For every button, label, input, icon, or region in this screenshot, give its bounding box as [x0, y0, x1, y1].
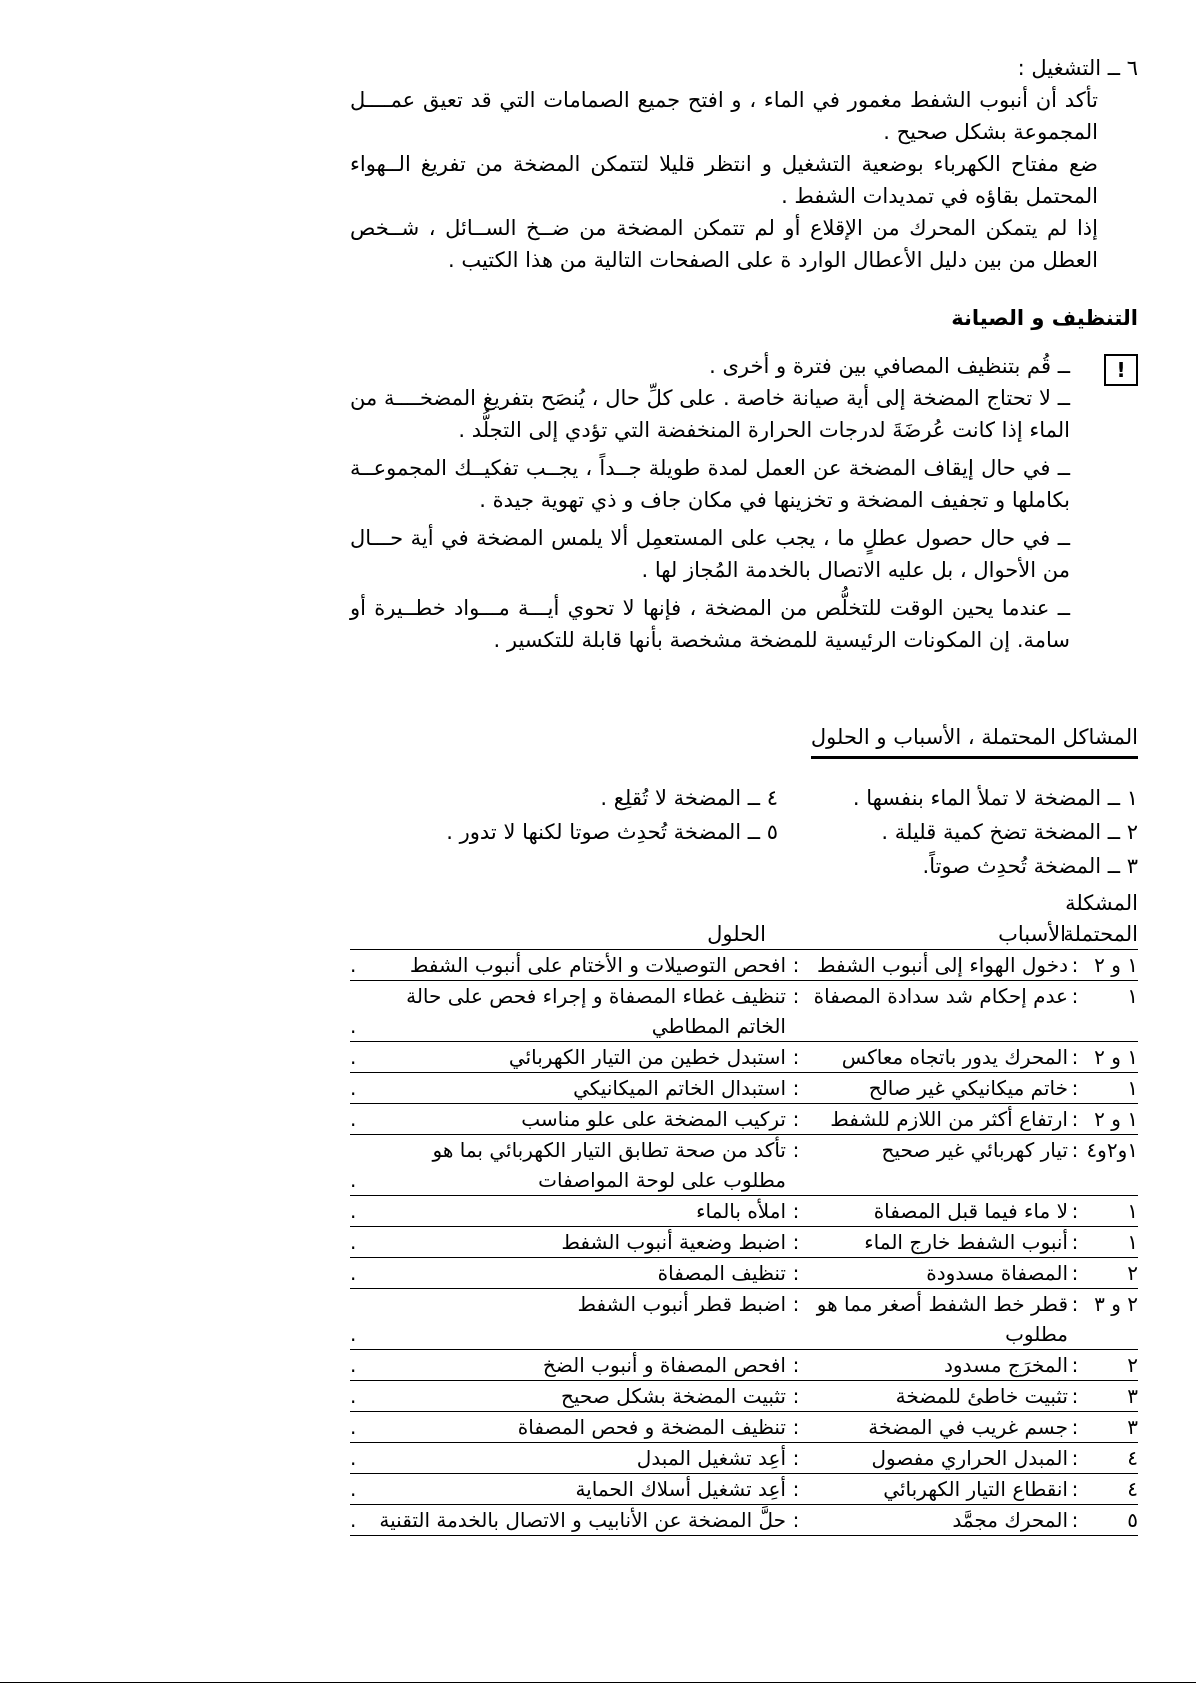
row-end-mark: .: [350, 1508, 357, 1532]
row-solution: استبدل خطين من التيار الكهربائي: [508, 1045, 786, 1069]
table-row: [350, 1104, 1138, 1135]
problem-list-row: [350, 815, 1138, 849]
row-solution: افحص المصفاة و أنبوب الضخ: [542, 1353, 786, 1377]
cleaning-title: التنظيف و الصيانة: [951, 306, 1138, 330]
row-end-mark: .: [350, 1168, 357, 1192]
table-row: [350, 1258, 1138, 1289]
header-causes: الأسباب: [998, 922, 1066, 946]
table-row: [350, 981, 1138, 1042]
row-cause: المخرَج مسدود: [943, 1353, 1068, 1377]
row-solution: تثبيت المضخة بشكل صحيح: [560, 1384, 786, 1408]
operation-paragraph-1: تأكد أن أنبوب الشفط مغمور في الماء ، و افتح جميع الصمامات التي قد تعيق عمــــل المجموعة بشكل صحيح .: [350, 88, 1098, 144]
table-row: [350, 1042, 1138, 1073]
cleaning-item: ــ في حال إيقاف المضخة عن العمل لمدة طويلة جــداً ، يجــب تفكيــك المجموعــة بكاملها و تجفيف المضخة و تخزينها في مكان جاف و ذي تهوية جيدة .: [350, 456, 1070, 512]
row-end-mark: .: [350, 1415, 357, 1439]
row-end-mark: .: [350, 1107, 357, 1131]
row-cause: المصفاة مسدودة: [926, 1261, 1068, 1285]
row-solution: افحص التوصيلات و الأختام على أنبوب الشفط: [409, 953, 786, 977]
table-row: [350, 1412, 1138, 1443]
row-end-mark: .: [350, 1076, 357, 1100]
row-end-mark: .: [350, 1353, 357, 1377]
row-problem-numbers: ١: [1127, 1199, 1138, 1223]
problem-list-row: [350, 781, 1138, 815]
row-solution: أعِد تشغيل المبدل: [636, 1446, 786, 1470]
row-end-mark: .: [350, 1384, 357, 1408]
colon-separator: :: [1071, 1477, 1079, 1501]
row-cause: قطر خط الشفط أصغر مما هو مطلوب: [816, 1292, 1068, 1346]
problem-label: المشكلة: [1065, 891, 1138, 915]
row-end-mark: .: [350, 953, 357, 977]
row-problem-numbers: ١و٢و٤: [1086, 1138, 1138, 1162]
table-row: [350, 1135, 1138, 1196]
operation-title: ٦ ــ التشغيل :: [1017, 56, 1138, 80]
problem-item: ٢ ــ المضخة تضخ كمية قليلة .: [881, 820, 1138, 844]
colon-separator: :: [792, 1353, 800, 1377]
problem-item: ٥ ــ المضخة تُحدِث صوتا لكنها لا تدور .: [446, 820, 778, 844]
row-cause: المحرك مجمَّد: [952, 1508, 1068, 1532]
row-cause: جسم غريب في المضخة: [868, 1415, 1068, 1439]
row-end-mark: .: [350, 1322, 357, 1346]
row-solution: حلَّ المضخة عن الأنابيب و الاتصال بالخدمة التقنية: [379, 1508, 786, 1532]
row-cause: دخول الهواء إلى أنبوب الشفط: [817, 953, 1068, 977]
footer-divider: [0, 1682, 1196, 1683]
cleaning-item: ــ عندما يحين الوقت للتخلُّص من المضخة ، فإنها لا تحوي أيـــة مـــواد خطــيرة أو سامة. إن المكونات الرئيسية للمضخة مشخصة بأنها قابلة للتكسير .: [350, 596, 1070, 652]
table-row: [350, 950, 1138, 981]
row-problem-numbers: ٣: [1127, 1415, 1138, 1439]
table-row: [350, 1350, 1138, 1381]
problem-item: ١ ــ المضخة لا تملأ الماء بنفسها .: [852, 786, 1138, 810]
colon-separator: :: [1071, 1415, 1079, 1439]
colon-separator: :: [1071, 1199, 1079, 1223]
row-solution: املأه بالماء: [696, 1199, 786, 1223]
colon-separator: :: [792, 1199, 800, 1223]
warning-icon: !: [1104, 354, 1138, 386]
colon-separator: :: [792, 1415, 800, 1439]
row-end-mark: .: [350, 1045, 357, 1069]
row-solution: اضبط وضعية أنبوب الشفط: [561, 1230, 786, 1254]
row-cause: تيار كهربائي غير صحيح: [881, 1138, 1068, 1162]
row-end-mark: .: [350, 1446, 357, 1470]
cleaning-item: ــ لا تحتاج المضخة إلى أية صيانة خاصة . على كلِّ حال ، يُنصَح بتفريغ المضخــــة من الماء إذا كانت عُرضَةَ لدرجات الحرارة المنخفضة التي تؤدي إلى التجلُّد .: [350, 386, 1070, 442]
page-content: [350, 52, 1138, 1536]
row-solution: تركيب المضخة على علو مناسب: [521, 1107, 786, 1131]
problem-list: [350, 781, 1138, 883]
problems-title: المشاكل المحتملة ، الأسباب و الحلول: [811, 722, 1138, 759]
colon-separator: :: [1071, 984, 1079, 1008]
row-problem-numbers: ١ و ٢: [1094, 953, 1138, 977]
colon-separator: :: [792, 1508, 800, 1532]
table-headers: [350, 919, 1138, 949]
row-problem-numbers: ٢: [1127, 1353, 1138, 1377]
colon-separator: :: [1071, 953, 1079, 977]
problem-item: ٤ ــ المضخة لا تُقلِع .: [600, 786, 778, 810]
row-problem-numbers: ٢ و ٣: [1094, 1292, 1138, 1316]
colon-separator: :: [1071, 1045, 1079, 1069]
row-problem-numbers: ١ و ٢: [1094, 1045, 1138, 1069]
colon-separator: :: [1071, 1138, 1079, 1162]
row-cause: أنبوب الشفط خارج الماء: [864, 1230, 1068, 1254]
row-problem-numbers: ١: [1127, 984, 1138, 1008]
row-problem-numbers: ٤: [1127, 1477, 1138, 1501]
colon-separator: :: [792, 984, 800, 1008]
row-problem-numbers: ٣: [1127, 1384, 1138, 1408]
colon-separator: :: [1071, 1384, 1079, 1408]
colon-separator: :: [792, 1076, 800, 1100]
row-solution: اضبط قطر أنبوب الشفط: [577, 1292, 786, 1316]
colon-separator: :: [792, 1261, 800, 1285]
row-cause: تثبيت خاطئ للمضخة: [895, 1384, 1068, 1408]
row-cause: خاتم ميكانيكي غير صالح: [868, 1076, 1068, 1100]
operation-paragraph-2: ضع مفتاح الكهرباء بوضعية التشغيل و انتظر قليلا لتتمكن المضخة من تفريغ الــهواء المحتمل بقاؤه في تمديدات الشفط .: [350, 152, 1098, 208]
problem-item: ٣ ــ المضخة تُحدِث صوتاً.: [922, 854, 1138, 878]
cleaning-item: ــ في حال حصول عطلٍ ما ، يجب على المستعمِل ألا يلمس المضخة في أية حـــال من الأحوال ، بل عليه الاتصال بالخدمة المُجاز لها .: [350, 526, 1070, 582]
row-problem-numbers: ١: [1127, 1230, 1138, 1254]
problem-list-row: [350, 849, 1138, 883]
table-row: [350, 1227, 1138, 1258]
cleaning-list: [350, 350, 1070, 656]
cleaning-item: ــ قُم بتنظيف المصافي بين فترة و أخرى .: [709, 354, 1070, 378]
colon-separator: :: [1071, 1508, 1079, 1532]
row-problem-numbers: ٥: [1127, 1508, 1138, 1532]
row-solution: استبدال الخاتم الميكانيكي: [573, 1076, 786, 1100]
row-solution: تنظيف المضخة و فحص المصفاة: [517, 1415, 786, 1439]
table-row: [350, 1505, 1138, 1536]
row-end-mark: .: [350, 1230, 357, 1254]
row-solution: تنظيف المصفاة: [657, 1261, 786, 1285]
colon-separator: :: [1071, 1076, 1079, 1100]
operation-paragraph-3: إذا لم يتمكن المحرك من الإقلاع أو لم تتمكن المضخة من ضــخ الســائل ، شــخص العطل من بين دليل الأعطال الوارد ة على الصفحات التالية من هذا الكتيب .: [350, 216, 1098, 272]
row-problem-numbers: ١ و ٢: [1094, 1107, 1138, 1131]
row-cause: انقطاع التيار الكهربائي: [883, 1477, 1068, 1501]
row-cause: عدم إحكام شد سدادة المصفاة: [813, 984, 1068, 1008]
colon-separator: :: [792, 1292, 800, 1316]
colon-separator: :: [792, 1045, 800, 1069]
row-solution: أعِد تشغيل أسلاك الحماية: [575, 1477, 786, 1501]
row-cause: المبدل الحراري مفصول: [871, 1446, 1068, 1470]
row-problem-numbers: ٤: [1127, 1446, 1138, 1470]
row-problem-numbers: ٢: [1127, 1261, 1138, 1285]
row-problem-numbers: ١: [1127, 1076, 1138, 1100]
colon-separator: :: [1071, 1261, 1079, 1285]
table-row: [350, 1196, 1138, 1227]
colon-separator: :: [1071, 1107, 1079, 1131]
cleaning-section: [350, 350, 1138, 656]
row-end-mark: .: [350, 1261, 357, 1285]
table-row: [350, 1443, 1138, 1474]
row-end-mark: .: [350, 1014, 357, 1038]
colon-separator: :: [792, 1230, 800, 1254]
table-row: [350, 1073, 1138, 1104]
colon-separator: :: [792, 1107, 800, 1131]
row-end-mark: .: [350, 1199, 357, 1223]
table-row: [350, 1381, 1138, 1412]
row-cause: المحرك يدور باتجاه معاكس: [841, 1045, 1068, 1069]
row-end-mark: .: [350, 1477, 357, 1501]
row-cause: لا ماء فيما قبل المصفاة: [873, 1199, 1068, 1223]
colon-separator: :: [1071, 1446, 1079, 1470]
row-cause: ارتفاع أكثر من اللازم للشفط: [830, 1107, 1068, 1131]
colon-separator: :: [1071, 1353, 1079, 1377]
table-row: [350, 1474, 1138, 1505]
troubleshooting-table: [350, 949, 1138, 1536]
colon-separator: :: [792, 1446, 800, 1470]
header-possible: المحتملة: [1063, 922, 1138, 946]
colon-separator: :: [1071, 1230, 1079, 1254]
row-solution: تنظيف غطاء المصفاة و إجراء فحص على حالة الخاتم المطاطي: [406, 984, 786, 1038]
header-solutions: الحلول: [707, 922, 766, 946]
row-solution: تأكد من صحة تطابق التيار الكهربائي بما هو مطلوب على لوحة المواصفات: [432, 1138, 786, 1192]
colon-separator: :: [792, 1138, 800, 1162]
problem-item: [350, 849, 778, 883]
table-row: [350, 1289, 1138, 1350]
colon-separator: :: [792, 1384, 800, 1408]
colon-separator: :: [792, 1477, 800, 1501]
colon-separator: :: [792, 953, 800, 977]
colon-separator: :: [1071, 1292, 1079, 1316]
